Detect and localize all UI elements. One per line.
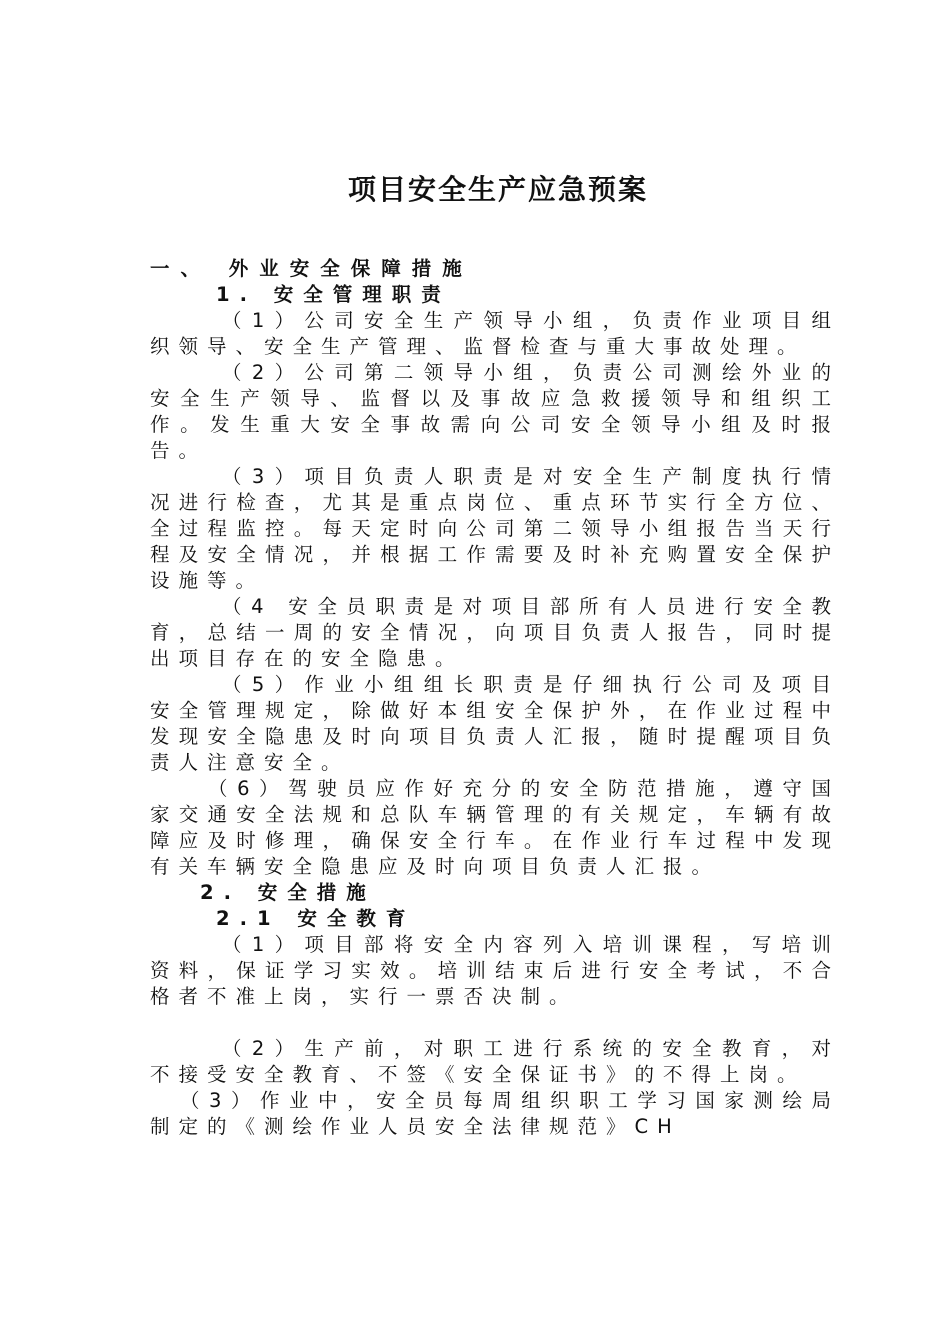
subsection-heading-1: 1. 安全管理职责 [216,283,451,306]
paragraph-3: （3）项目负责人职责是对安全生产制度执行情况进行检查，尤其是重点岗位、重点环节实行全方位、全过程监控。每天定时向公司第二领导小组报告当天行程及安全情况，并根据工作需要及时补充购置安全保护设施等。 [150,465,840,592]
document-title: 项目安全生产应急预案 [347,173,648,206]
paragraph-9: （3）作业中，安全员每周组织职工学习国家测绘局制定的《测绘作业人员安全法律规范》CH [150,1089,840,1138]
subsection-heading-2-1: 2.1 安全教育 [216,907,416,930]
paragraph-8: （2）生产前，对职工进行系统的安全教育，对不接受安全教育、不签《安全保证书》的不得上岗。 [150,1037,840,1086]
paragraph-gap [150,1010,840,1036]
subsection-heading-2: 2. 安全措施 [200,881,376,904]
section-heading-1: 一、 外业安全保障措施 [150,257,473,280]
paragraph-4: （4 安全员职责是对项目部所有人员进行安全教育，总结一周的安全情况，向项目负责人报告，同时提出项目存在的安全隐患。 [150,595,840,670]
paragraph-1: （1）公司安全生产领导小组，负责作业项目组织领导、安全生产管理、监督检查与重大事故处理。 [150,309,840,358]
paragraph-6: （6）驾驶员应作好充分的安全防范措施，遵守国家交通安全法规和总队车辆管理的有关规定，车辆有故障应及时修理，确保安全行车。在作业行车过程中发现有关车辆安全隐患应及时向项目负责人汇报。 [150,777,840,878]
paragraph-2: （2）公司第二领导小组，负责公司测绘外业的安全生产领导、监督以及事故应急救援领导和组织工作。发生重大安全事故需向公司安全领导小组及时报告。 [150,361,840,462]
paragraph-7: （1）项目部将安全内容列入培训课程，写培训资料，保证学习实效。培训结束后进行安全考试，不合格者不准上岗，实行一票否决制。 [150,933,840,1008]
paragraph-5: （5）作业小组组长职责是仔细执行公司及项目安全管理规定，除做好本组安全保护外，在作业过程中发现安全隐患及时向项目负责人汇报，随时提醒项目负责人注意安全。 [150,673,840,774]
document-body [150,256,840,1140]
